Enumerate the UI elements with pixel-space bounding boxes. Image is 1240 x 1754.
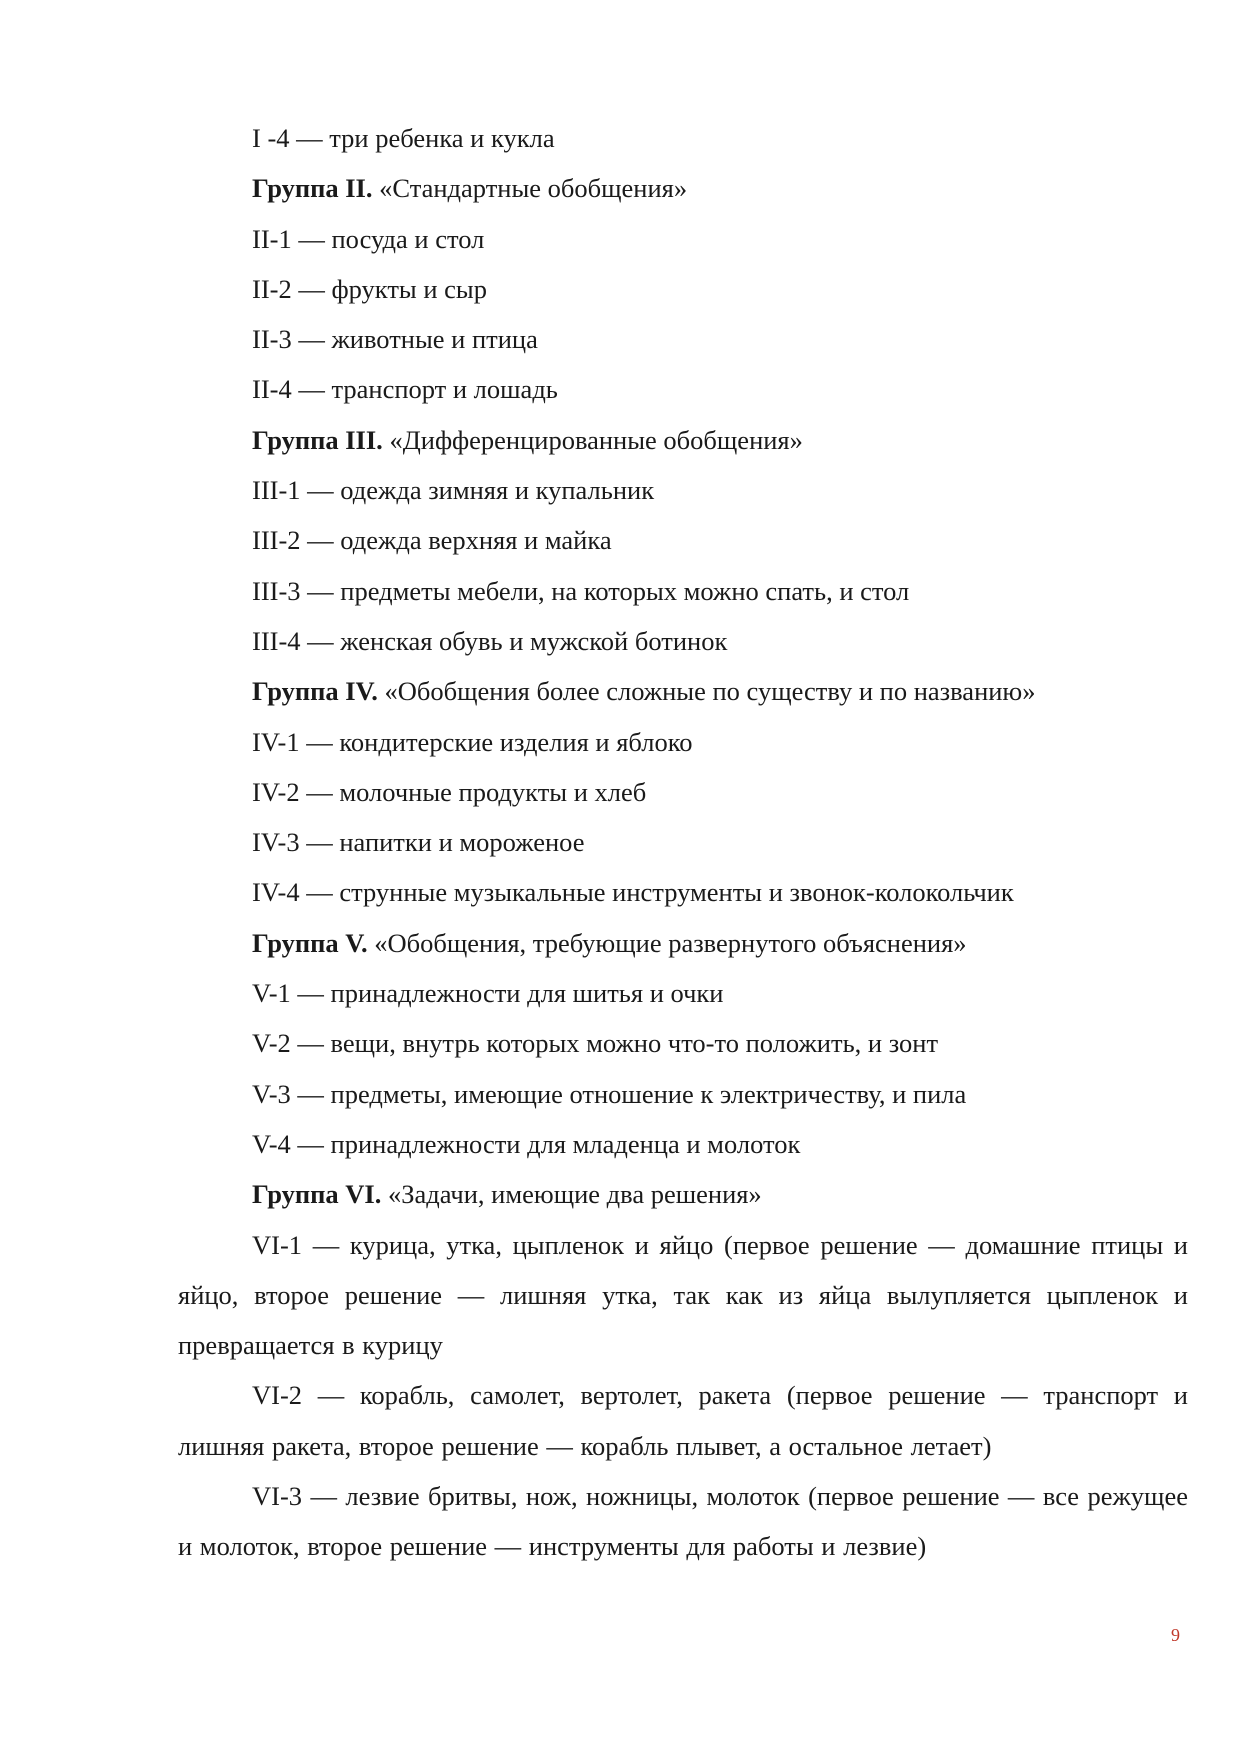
group-heading	[178, 163, 1188, 213]
list-item: II-2 — фрукты и сыр	[252, 273, 487, 304]
list-lines	[178, 113, 1188, 1220]
task-paragraph: VI-2 — корабль, самолет, вертолет, ракета (первое решение — транспорт и лишняя ракета, второе решение — корабль плывет, а остальное летает)	[178, 1380, 1188, 1461]
page-content	[178, 113, 1188, 1572]
task-paragraph: VI-1 — курица, утка, цыпленок и яйцо (первое решение — домашние птицы и яйцо, второе решение — лишняя утка, так как из яйца вылупляется цыпленок и превращается в курицу	[178, 1229, 1188, 1361]
task-paragraph: VI-3 — лезвие бритвы, нож, ножницы, молоток (первое решение — все режущее и молоток, второе решение — инструменты для работы и лезвие)	[178, 1481, 1188, 1562]
group-title: «Дифференцированные обобщения»	[382, 424, 803, 455]
group-label: Группа III.	[252, 424, 383, 455]
list-item: V-3 — предметы, имеющие отношение к электричеству, и пила	[252, 1078, 967, 1109]
list-item: V-4 — принадлежности для младенца и молоток	[252, 1128, 801, 1159]
list-item: II-3 — животные и птица	[252, 324, 538, 355]
list-item: II-4 — транспорт и лошадь	[252, 374, 558, 405]
group-label: Группа II.	[252, 173, 373, 204]
list-item: V-1 — принадлежности для шитья и очки	[252, 978, 724, 1009]
group-heading	[178, 415, 1188, 465]
group-heading	[178, 666, 1188, 716]
list-item: IV-1 — кондитерские изделия и яблоко	[252, 726, 693, 757]
list-item: III-1 — одежда зимняя и купальник	[252, 475, 655, 506]
group-heading	[178, 918, 1188, 968]
list-item: IV-3 — напитки и мороженое	[252, 827, 585, 858]
group-title: «Обобщения более сложные по существу и по названию»	[377, 676, 1036, 707]
group-label: Группа IV.	[252, 676, 378, 707]
list-item: IV-2 — молочные продукты и хлеб	[252, 776, 647, 807]
group-title: «Стандартные обобщения»	[372, 173, 688, 204]
group-title: «Обобщения, требующие развернутого объяснения»	[367, 927, 967, 958]
list-item: III-4 — женская обувь и мужской ботинок	[252, 625, 728, 656]
list-item: III-2 — одежда верхняя и майка	[252, 525, 612, 556]
list-item: I -4 — три ребенка и кукла	[252, 123, 555, 153]
list-item: IV-4 — струнные музыкальные инструменты и звонок-колокольчик	[252, 877, 1014, 908]
group-label: Группа V.	[252, 927, 368, 958]
page-number: 9	[1171, 1625, 1180, 1645]
list-item: V-2 — вещи, внутрь которых можно что-то положить, и зонт	[252, 1028, 939, 1059]
list-item: III-3 — предметы мебели, на которых можно спать, и стол	[252, 575, 910, 606]
group-title: «Задачи, имеющие два решения»	[381, 1179, 762, 1210]
paragraphs	[178, 1220, 1188, 1572]
group-heading	[178, 1169, 1188, 1219]
list-item: II-1 — посуда и стол	[252, 223, 485, 254]
group-label: Группа VI.	[252, 1179, 382, 1210]
